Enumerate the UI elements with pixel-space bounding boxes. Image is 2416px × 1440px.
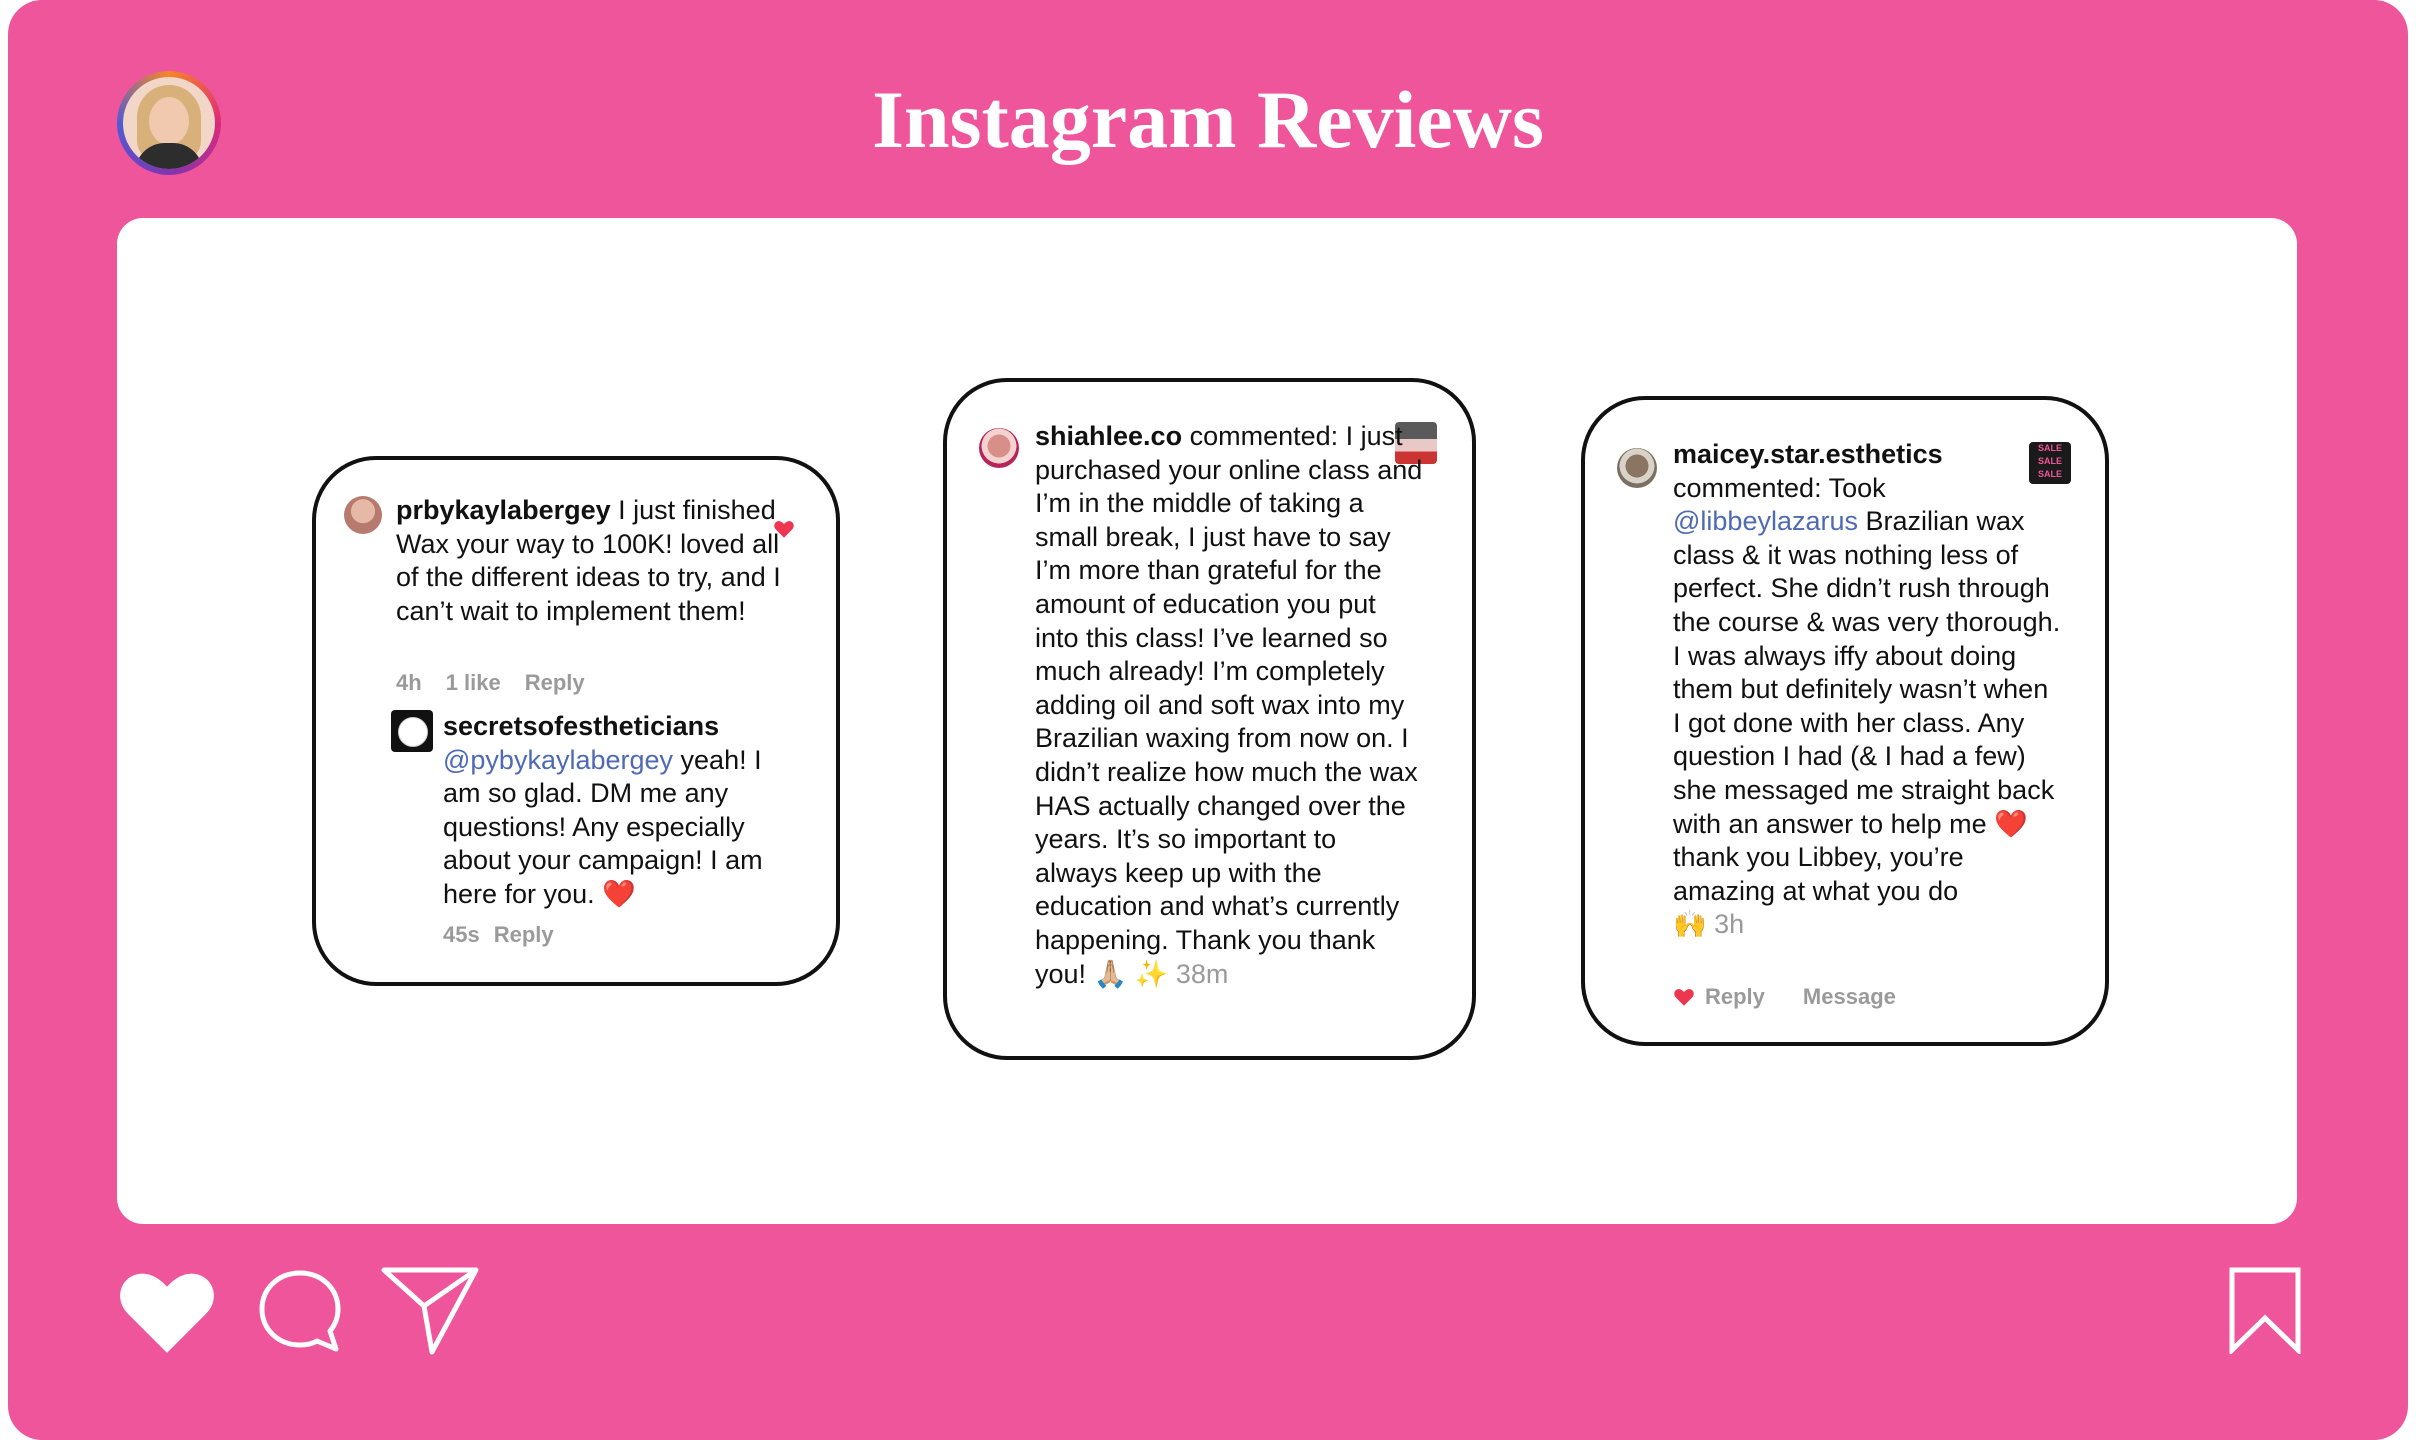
- reply-username[interactable]: secretsofestheticians: [443, 711, 720, 741]
- like-comment-heart-icon[interactable]: [1673, 986, 1695, 1008]
- reply-mention[interactable]: @pybykaylabergey: [443, 744, 674, 775]
- reply-link[interactable]: Reply: [524, 670, 585, 695]
- message-link[interactable]: Message: [1802, 984, 1896, 1009]
- comment-username[interactable]: maicey.star.esthetics: [1673, 439, 1943, 469]
- comment-text: commented: I just purchased your online class and I’m in the middle of taking a small break, I just have to say I’m more than grateful for the amount of education you put into this class! I’ve learned so much already! I’m completely adding oil and soft wax into my Brazilian waxing from now on. I didn’t realize how much the wax HAS actually changed over the years. It’s so important to always keep up with the education and what’s currently happening. Thank you thank you!: [1035, 421, 1423, 989]
- comment-body: [1673, 438, 2063, 942]
- review-card-3: [1581, 396, 2109, 1046]
- comment-icon[interactable]: [254, 1265, 346, 1357]
- reply-body: [443, 710, 783, 912]
- commenter-avatar: [979, 428, 1019, 468]
- post-thumbnail[interactable]: SALE SALE SALE: [2029, 442, 2071, 484]
- comment-meta: [1705, 982, 1920, 1012]
- commenter-avatar: [1617, 448, 1657, 488]
- reviews-panel: [117, 218, 2297, 1224]
- reply-avatar: [391, 710, 433, 752]
- comment-username[interactable]: shiahlee.co: [1035, 421, 1183, 451]
- comment-raised-hands-emoji: 🙌: [1673, 909, 1707, 940]
- comment-time: 38m: [1175, 958, 1229, 989]
- comment-body: [1035, 420, 1425, 991]
- comment-body: [396, 494, 786, 628]
- review-card-1: [312, 456, 840, 986]
- comment-time: 3h: [1714, 909, 1745, 940]
- review-card-2: [943, 378, 1476, 1060]
- comment-username[interactable]: prbykaylabergey: [396, 495, 611, 525]
- comment-text-after: thank you Libbey, you’re amazing at what you do: [1673, 842, 1964, 906]
- comment-likes[interactable]: 1 like: [445, 670, 501, 695]
- reply-heart-emoji: ❤️: [602, 878, 636, 909]
- comment-heart-emoji: ❤️: [1994, 808, 2028, 839]
- thumbnail-sale-text: SALE: [2037, 443, 2062, 453]
- comment-text: I just finished Wax your way to 100K! loved all of the different ideas to try, and I can’t wait to implement them!: [396, 495, 781, 626]
- like-comment-heart-icon[interactable]: [773, 518, 795, 540]
- bookmark-icon[interactable]: [2228, 1266, 2302, 1354]
- reply-meta: [443, 920, 578, 950]
- comment-emoji: 🙏🏼 ✨: [1093, 958, 1169, 989]
- comment-mention[interactable]: @libbeylazarus: [1673, 506, 1858, 537]
- commenter-avatar: [344, 496, 382, 534]
- comment-text: Brazilian wax class & it was nothing less of perfect. She didn’t rush through the course & was very thorough. I was always iffy about doing them but definitely wasn’t when I got done with her class. Any question I had (& I had a few) she messaged me straight back with an answer to help me: [1673, 506, 2061, 839]
- send-icon[interactable]: [380, 1266, 480, 1356]
- heart-icon[interactable]: [116, 1265, 218, 1357]
- reply-reply-link[interactable]: Reply: [493, 922, 554, 947]
- page-title: Instagram Reviews: [872, 74, 1544, 165]
- comment-prefix: commented: Took: [1673, 472, 1886, 503]
- comment-time: 4h: [396, 670, 422, 695]
- comment-meta: [396, 668, 609, 698]
- reply-text: yeah! I am so glad. DM me any questions! Any especially about your campaign! I am here for you.: [443, 744, 763, 909]
- reply-time: 45s: [443, 922, 480, 947]
- reply-link[interactable]: Reply: [1705, 984, 1765, 1009]
